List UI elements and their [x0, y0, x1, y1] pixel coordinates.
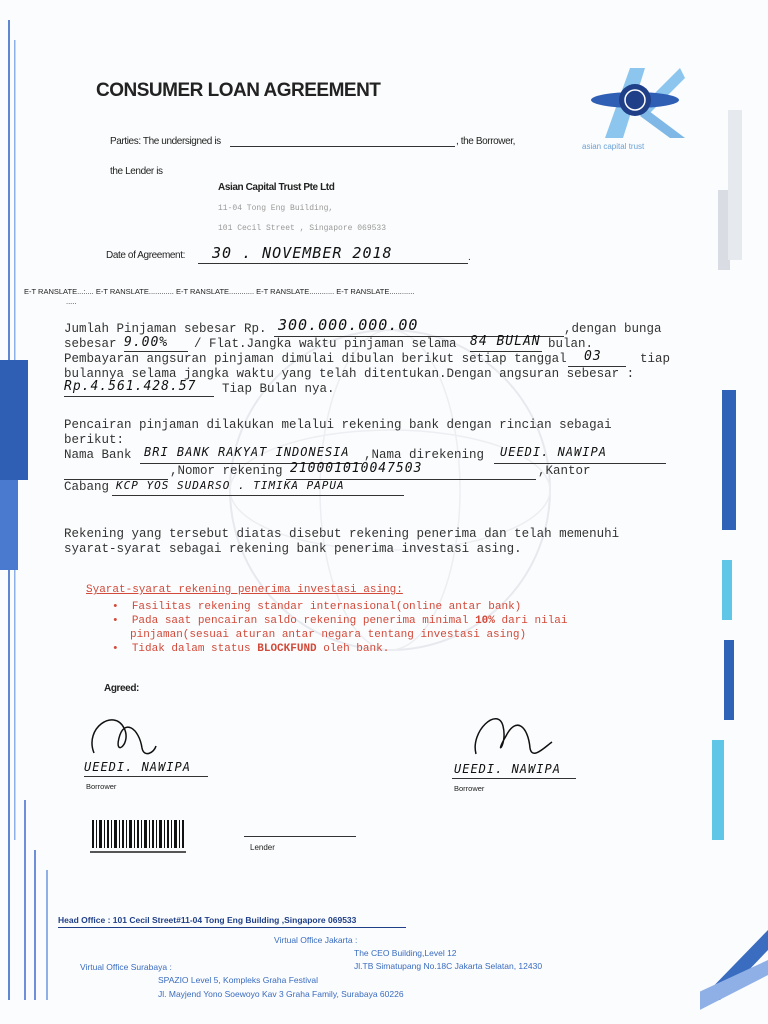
agreed-label: Agreed:	[104, 683, 139, 694]
signature-line-left	[84, 776, 208, 777]
date-period: .	[468, 252, 471, 263]
day-line	[568, 366, 626, 367]
bank-name: BRI BANK RAKYAT INDONESIA	[144, 445, 350, 459]
left-decoration	[0, 0, 60, 1024]
company-logo	[582, 58, 695, 158]
branch-line	[64, 480, 704, 496]
surabaya-label: Virtual Office Surabaya :	[80, 962, 172, 972]
requirements-heading: Syarat-syarat rekening penerima investasi asing:	[86, 584, 403, 596]
logo-text: asian capital trust	[582, 142, 645, 151]
recipient-paragraph	[64, 527, 704, 557]
jakarta-line-1: The CEO Building,Level 12	[354, 948, 457, 958]
borrower-line	[230, 146, 455, 147]
loan-text: Jumlah Pinjaman sebesar Rp.	[64, 322, 267, 336]
signature-line-right	[452, 778, 576, 779]
loan-text: sebesar	[64, 337, 117, 351]
requirement-text: Fasilitas rekening standar internasional(online antar bank)	[131, 601, 522, 613]
loan-line-4: bulannya selama jangka waktu yang telah ditentukan.Dengan angsuran sebesar :	[64, 367, 635, 381]
jakarta-label: Virtual Office Jakarta :	[274, 935, 358, 945]
loan-text: Pembayaran angsuran pinjaman dimulai dibulan berikut setiap tanggal	[64, 352, 567, 366]
account-label: ,Nomor rekening	[170, 464, 283, 478]
lender-address-2: 101 Cecil Street , Singapore 069533	[218, 224, 387, 233]
requirement-text: oleh bank.	[323, 643, 390, 655]
right-decoration	[700, 0, 768, 1024]
date-line	[198, 263, 468, 264]
surabaya-line-2: Jl. Mayjend Yono Soewoyo Kav 3 Graha Family, Surabaya 60226	[158, 989, 404, 999]
loan-text: Tiap Bulan nya.	[222, 382, 335, 396]
bank-label: Nama Bank	[64, 448, 132, 462]
requirement-text: Tidak dalam status	[131, 643, 251, 655]
requirement-item: • Tidak dalam status BLOCKFUND oleh bank.	[112, 643, 390, 655]
requirement-item: • Pada saat pencairan saldo rekening penerima minimal 10% dari nilai	[112, 615, 568, 627]
company-logo-icon	[585, 58, 695, 148]
loan-line-5	[64, 379, 704, 397]
requirements-list	[112, 600, 692, 656]
surabaya-line-1: SPAZIO Level 5, Kompleks Graha Festival	[158, 975, 318, 985]
loan-text: bulan.	[548, 337, 594, 351]
requirement-text: dari nilai	[501, 615, 568, 627]
loan-paragraph	[64, 316, 704, 397]
account-holder: UEEDI. NAWIPA	[500, 445, 607, 459]
parties-label: Parties: The undersigned is	[110, 136, 221, 147]
loan-text: / Flat.Jangka waktu pinjaman selama	[194, 337, 457, 351]
barcode-icon	[90, 820, 190, 858]
page-title: CONSUMER LOAN AGREEMENT	[96, 80, 381, 101]
recipient-line-2: syarat-syarat sebagai rekening bank penerima investasi asing.	[64, 542, 522, 556]
date-label: Date of Agreement:	[106, 250, 185, 261]
loan-text: ,dengan bunga	[564, 322, 662, 336]
requirement-item: • Fasilitas rekening standar internasional(online antar bank)	[112, 601, 522, 613]
installment-line	[64, 396, 214, 397]
borrower-label-left: Borrower	[86, 782, 117, 791]
lender-label: the Lender is	[110, 166, 163, 177]
loan-amount: 300.000.000.00	[278, 316, 419, 334]
translate-row-tail: .....	[66, 297, 77, 306]
branch-name: KCP YOS SUDARSO . TIMIKA PAPUA	[116, 479, 345, 492]
loan-text: tiap	[640, 352, 671, 366]
borrower-name-left: UEEDI. NAWIPA	[84, 760, 191, 774]
translate-row: E-T RANSLATE...:.... E-T RANSLATE............ E-T RANSLATE............ E-T RANSLATE............ E-T RANSLATE............	[24, 287, 415, 296]
disbursement-paragraph	[64, 418, 704, 496]
borrower-label-right: Borrower	[454, 784, 485, 793]
head-office: Head Office : 101 Cecil Street#11-04 Tong Eng Building ,Singapore 069533	[58, 915, 357, 925]
holder-label: ,Nama direkening	[364, 448, 485, 462]
requirement-text: pinjaman(sesuai aturan antar negara tentang investasi asing)	[130, 629, 527, 641]
loan-term: 84 BULAN	[470, 334, 541, 349]
requirement-text: Pada saat pencairan saldo rekening penerima minimal	[131, 615, 469, 627]
branch-label: Cabang	[64, 480, 110, 494]
borrower-name-right: UEEDI. NAWIPA	[454, 762, 561, 776]
recipient-line-1: Rekening yang tersebut diatas disebut rekening penerima dan telah memenuhi	[64, 527, 620, 541]
lender-address-1: 11-04 Tong Eng Building,	[218, 204, 334, 213]
loan-line-2	[64, 334, 704, 352]
disbursement-line-1: Pencairan pinjaman dilakukan melalui rekening bank dengan rincian sebagai	[64, 418, 612, 432]
borrower-signature-right	[468, 706, 558, 768]
jakarta-line-2: Jl.TB Simatupang No.18C Jakarta Selatan, 12430	[354, 961, 543, 971]
payment-day: 03	[584, 349, 602, 364]
lender-signature-line	[244, 836, 356, 837]
installment-amount: Rp.4.561.428.57	[64, 379, 197, 394]
disbursement-line-2: berikut:	[64, 433, 125, 447]
loan-line-3	[64, 349, 704, 367]
borrower-suffix: , the Borrower,	[456, 136, 516, 147]
branch-value-line	[112, 495, 404, 496]
requirement-emphasis: BLOCKFUND	[257, 643, 317, 655]
borrower-signature-left	[84, 708, 164, 768]
requirement-emphasis: 10%	[475, 615, 495, 627]
date-value: 30 . NOVEMBER 2018	[212, 244, 393, 262]
office-label: ,Kantor	[538, 464, 591, 478]
lender-name: Asian Capital Trust Pte Ltd	[218, 182, 335, 193]
footer-divider	[58, 927, 406, 928]
interest-rate: 9.00%	[124, 335, 169, 350]
account-number: 210001010047503	[290, 461, 423, 476]
lender-signature-label: Lender	[250, 843, 275, 852]
